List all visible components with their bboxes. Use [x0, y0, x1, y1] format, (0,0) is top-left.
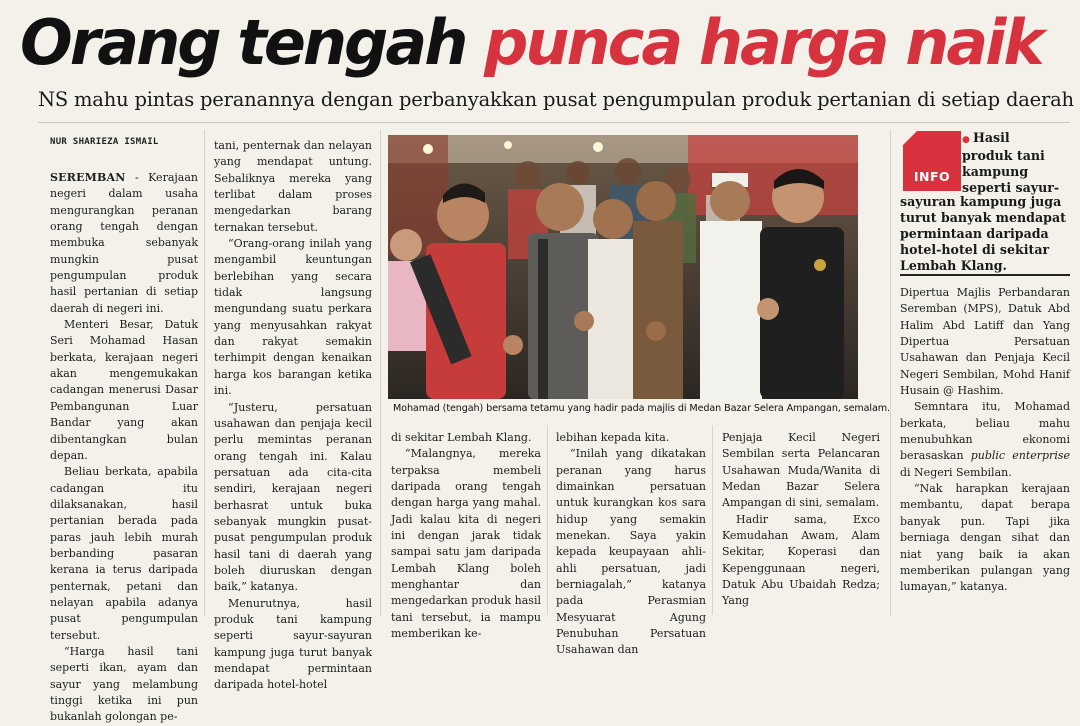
photo-caption: Mohamad (tengah) bersama tetamu yang hadir pada majlis di Medan Bazar Selera Ampangan, semalam. — [393, 403, 890, 414]
column-rule — [380, 130, 381, 616]
photo-illustration — [388, 135, 858, 399]
article-column-5 — [722, 430, 880, 610]
subheadline: NS mahu pintas peranannya dengan perbanyakkan pusat pengumpulan produk pertanian di setiap daerah — [38, 88, 1074, 111]
paragraph: Beliau berkata, apabila cadangan itu dilaksanakan, hasil pertanian berada pada paras jauh lebih murah berbanding pasaran kerana ia terus daripada penternak, petani dan nelayan apabila adanya pusat pengumpulan tersebut. — [50, 465, 198, 642]
paragraph: lebihan kepada kita. — [556, 431, 670, 444]
info-line: Lembah Klang. — [900, 258, 1007, 274]
article-column-6 — [900, 285, 1070, 596]
paragraph: Dipertua Majlis Perbandaran Seremban (MPS), Datuk Abd Halim Abd Latiff dan Yang Dipertua Persatuan Usahawan dan Penjaja Kecil Negeri Sembilan, Mohd Hanif Husain @ Hashim. — [900, 286, 1070, 398]
article-column-3 — [391, 430, 541, 642]
paragraph: “Harga hasil tani seperti ikan, ayam dan sayur yang melambung tinggi ketika ini pun bukanlah golongan pe- — [50, 644, 198, 724]
divider — [38, 122, 1070, 123]
info-line: turut banyak mendapat — [900, 210, 1066, 226]
paragraph: “Malangnya, mereka terpaksa membeli daripada orang tengah dengan harga yang mahal. Jadi kalau kita di negeri ini dengan jarak tidak sampai satu jam daripada Lembah Klang boleh menghantar dan mengedarkan produk hasil tani tersebut, ia mampu memberikan ke- — [391, 447, 541, 641]
info-line: kampung — [962, 164, 1029, 180]
article-column-2 — [214, 138, 372, 694]
info-line — [962, 130, 1070, 148]
info-label: INFO — [913, 169, 951, 184]
info-line: hotel-hotel di sekitar — [900, 242, 1050, 258]
paragraph: Hadir sama, Exco Kemudahan Awam, Alam Sekitar, Koperasi dan Kepenggunaan negeri, Datuk Abu Ubaidah Redza; Yang — [722, 512, 880, 608]
info-line: produk tani — [962, 148, 1045, 164]
paragraph-text: - Kerajaan negeri dalam usaha mengurangkan peranan orang tengah dengan membuka sebanyak mungkin pusat pengumpulan produk hasil pertanian di setiap daerah di negeri ini. — [50, 171, 198, 315]
info-line: seperti sayur- — [962, 180, 1060, 196]
column-rule — [547, 425, 548, 615]
paragraph-text: di Negeri Sembilan. — [900, 465, 1012, 479]
headline — [20, 4, 1070, 82]
info-line: sayuran kampung juga — [900, 194, 1062, 209]
paragraph: “Nak harapkan kerajaan membantu, dapat berapa banyak pun. Tapi jika berniaga dengan sihat dan niat yang baik ia akan memberikan pulangan yang lumayan,” katanya. — [900, 482, 1070, 594]
paragraph: Penjaja Kecil Negeri Sembilan serta Pelancaran Usahawan Muda/Wanita di Medan Bazar Selera Ampangan di sini, semalam. — [722, 431, 880, 510]
paragraph: di sekitar Lembah Klang. — [391, 431, 532, 444]
paragraph: Menteri Besar, Datuk Seri Mohamad Hasan berkata, kerajaan negeri akan mengemukakan cadangan menerusi Dasar Pembangunan Luar Bandar yang akan dibentangkan bulan depan. — [50, 318, 198, 462]
paragraph: “Justeru, persatuan usahawan dan penjaja kecil perlu memintas peranan orang tengah ini. Kalau persatuan ada cita-cita sendiri, kerajaan negeri berhasrat untuk buka sebanyak mungkin pusat-pusat pengumpulan produk hasil tani di daerah yang boleh diuruskan dengan baik,” katanya. — [214, 400, 372, 594]
paragraph: “Inilah yang dikatakan peranan yang harus dimainkan persatuan untuk kurangkan kos sara hidup yang semakin menekan. Saya yakin kepada keupayaan ahli-ahli persatuan, jadi berniagalah,” katanya pada Perasmian Mesyuarat Agung Penubuhan Persatuan Usahawan dan — [556, 447, 706, 657]
paragraph: Menurutnya, hasil produk tani kampung seperti sayur-sayuran kampung juga turut banyak mendapat permintaan daripada hotel-hotel — [214, 596, 372, 692]
info-badge — [903, 131, 961, 191]
info-divider — [900, 274, 1070, 276]
badge-corner — [903, 131, 917, 145]
paragraph: “Orang-orang inilah yang mengambil keuntungan berlebihan yang secara tidak langsung mengundang suatu perkara yang menyusahkan rakyat dan rakyat semakin terhimpit dengan kenaikan harga kos barangan ketika ini. — [214, 237, 372, 398]
info-text — [958, 130, 1070, 196]
dateline: SEREMBAN — [50, 171, 126, 184]
info-line-text: Hasil — [973, 130, 1010, 145]
bullet-icon: ● — [962, 135, 973, 145]
byline: NUR SHARIEZA ISMAIL — [50, 137, 159, 147]
info-line: permintaan daripada — [900, 226, 1049, 242]
news-photo — [388, 135, 858, 399]
paragraph — [50, 170, 198, 317]
column-rule — [890, 130, 891, 616]
paragraph — [900, 399, 1070, 481]
headline-part-black: Orang tengah — [20, 6, 466, 79]
italic-term: public enterprise — [970, 449, 1070, 463]
paragraph-text: Semntara itu, Mohamad berkata, beliau mahu menubuhkan ekonomi berasaskan — [900, 400, 1070, 463]
article-column-4 — [556, 430, 706, 659]
article-column-1 — [50, 170, 198, 726]
column-rule — [712, 425, 713, 615]
paragraph: tani, penternak dan nelayan yang mendapat untung. Sebaliknya mereka yang terlibat dalam proses mengedarkan barang ternakan tersebut. — [214, 139, 372, 234]
column-rule — [204, 130, 205, 616]
info-text-continued — [900, 194, 1070, 274]
headline-part-red: punca harga naik — [484, 6, 1042, 79]
